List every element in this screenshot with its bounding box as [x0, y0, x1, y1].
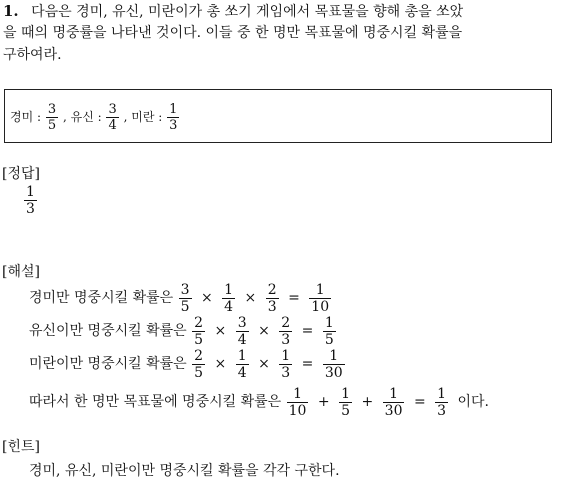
row-suffix: 이다.	[457, 394, 489, 410]
row-label: 따라서 한 명만 목표물에 명중시킬 확률은	[29, 394, 282, 410]
probability-list	[10, 100, 180, 134]
problem-line-1: 다음은 경미, 유신, 미란이가 총 쏘기 게임에서 목표물을 향해 총을 쏘았	[31, 4, 464, 20]
explanation-row-1: 경미만 명중시킬 확률은 $\frac{3}{5}$ × $\frac{1}{4}$ × $\frac{2}{3}$ = $\frac{1}{10}$	[29, 281, 330, 315]
probability-box	[4, 89, 552, 143]
answer-heading: [정답]	[2, 166, 40, 182]
problem-line-3: 구하여라.	[3, 47, 62, 63]
fraction: $\frac{1}{3}$	[169, 102, 178, 133]
answer-value	[23, 184, 38, 217]
explanation-row-3: 미란이만 명중시킬 확률은 $\frac{2}{5}$ × $\frac{1}{4}$ × $\frac{1}{3}$ = $\frac{1}{30}$	[29, 347, 343, 381]
problem-number: 1.	[3, 2, 19, 20]
fraction: $\frac{1}{3}$	[26, 184, 35, 217]
row-label: 경미만 명중시킬 확률은	[29, 290, 174, 306]
explanation-row-2: 유신이만 명중시킬 확률은 $\frac{2}{5}$ × $\frac{3}{4}$ × $\frac{2}{3}$ = $\frac{1}{5}$	[29, 314, 334, 348]
explanation-heading: [해설]	[2, 264, 40, 280]
problem-text	[3, 0, 571, 23]
box-name-yusin: , 유신 :	[62, 110, 102, 124]
problem-line-2: 을 때의 명중률을 나타낸 것이다. 이들 중 한 명만 목표물에 명중시킬 확률을	[3, 25, 463, 41]
row-label: 유신이만 명중시킬 확률은	[29, 323, 187, 339]
box-name-miran: , 미란 :	[123, 110, 163, 124]
hint-text: 경미, 유신, 미란이만 명중시킬 확률을 각각 구한다.	[29, 463, 340, 479]
fraction: $\frac{3}{4}$	[108, 102, 117, 133]
box-name-gyeongmi: 경미 :	[10, 110, 42, 124]
explanation-row-4: 따라서 한 명만 목표물에 명중시킬 확률은 $\frac{1}{10}$ + $\frac{1}{5}$ + $\frac{1}{30}$ = $\frac{1}{3}$ 이다.	[29, 385, 489, 419]
hint-heading: [힌트]	[2, 439, 40, 455]
fraction: $\frac{3}{5}$	[47, 102, 57, 133]
row-label: 미란이만 명중시킬 확률은	[29, 356, 187, 372]
